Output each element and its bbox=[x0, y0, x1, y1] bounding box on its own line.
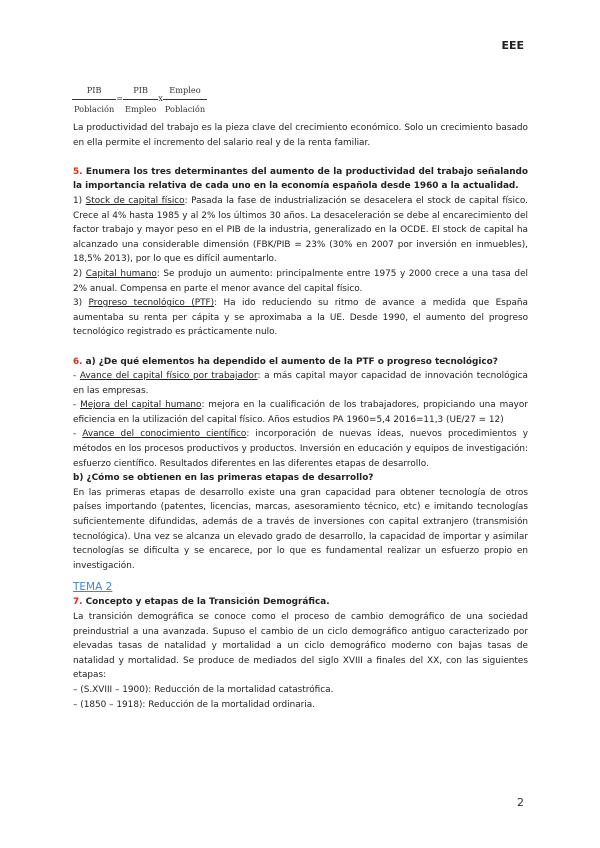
question-6b: b) ¿Cómo se obtienen en las primeras etapas de desarrollo? bbox=[73, 473, 374, 484]
q5-item-1-prefix: 1) bbox=[73, 195, 86, 206]
formula-rhs-denominator: Población bbox=[164, 103, 206, 114]
question-6-number: 6. bbox=[73, 356, 83, 367]
q6-item-1-prefix: - bbox=[73, 371, 80, 382]
q6-item-3-text: : incorporación de nuevas ideas, nuevos procedimientos y métodos en los procesos productivos y productos. Inversión en educación y equipos de investigación: esfuerzo científico. Resultados diferentes en las diferentes etapas de desarrollo. bbox=[73, 429, 528, 469]
q6-item-1-text: : a más capital mayor capacidad de innovación tecnológica en las empresas. bbox=[73, 371, 528, 396]
q6-item-1 bbox=[73, 369, 528, 398]
page-number: 2 bbox=[517, 796, 524, 809]
productivity-formula bbox=[73, 78, 528, 120]
header-title: EEE bbox=[501, 39, 524, 52]
formula-times: x bbox=[158, 93, 163, 103]
q5-item-3-prefix: 3) bbox=[73, 298, 89, 309]
question-5 bbox=[73, 165, 528, 194]
q6-item-3 bbox=[73, 427, 528, 471]
document-body bbox=[73, 78, 528, 712]
q6-item-1-term: Avance del capital físico por trabajador bbox=[79, 371, 258, 382]
formula-lhs-numerator: PIB bbox=[72, 83, 116, 100]
stage-2: – (1850 – 1918): Reducción de la mortalidad ordinaria. bbox=[73, 699, 316, 710]
q5-item-2 bbox=[73, 267, 528, 296]
q5-item-1 bbox=[73, 194, 528, 267]
q5-item-3-text: : Ha ido reduciendo su ritmo de avance a medida que España aumentaba su renta per cápita y se aproximaba a la UE. Desde 1990, el aumento del progreso tecnológico registrado es prácticamente nulo. bbox=[73, 298, 528, 338]
q6-item-2-term: Mejora del capital humano bbox=[80, 400, 202, 411]
question-7-number: 7. bbox=[73, 597, 83, 608]
formula-equals: = bbox=[116, 93, 123, 103]
question-7 bbox=[73, 595, 528, 610]
formula-mid-denominator: Empleo bbox=[124, 103, 157, 114]
question-7-text: Concepto y etapas de la Transición Demográfica. bbox=[82, 597, 330, 608]
formula-fraction-mid bbox=[124, 83, 157, 116]
q5-item-2-prefix: 2) bbox=[73, 268, 86, 279]
question-6a-text: a) ¿De qué elementos ha dependido el aumento de la PTF o progreso tecnológico? bbox=[82, 356, 498, 367]
q5-item-3-term: Progreso tecnológico (PTF) bbox=[88, 298, 215, 309]
q6-item-3-prefix: - bbox=[73, 429, 83, 440]
question-5-number: 5. bbox=[73, 166, 83, 177]
answer-6b: En las primeras etapas de desarrollo existe una gran capacidad para obtener tecnología de otros países importando (patentes, licencias, marcas, asesoramiento técnico, etc) e imitando tecnologías suficientemente difundidas, además de a través de inversiones con capital extranjero (transmisión tecnológica). Una vez se alcanza un elevado grado de desarrollo, la capacidad de importar y asimilar tecnologías se dificulta y se encarece, por lo que es fundamental realizar un esfuerzo propio en investigación. bbox=[73, 487, 528, 571]
question-6a bbox=[73, 355, 528, 370]
tema-2-paragraph: La transición demográfica se conoce como el proceso de cambio demográfico de una sociedad preindustrial a una avanzada. Supuso el cambio de un ciclo demográfico antiguo caracterizado por elevadas tasas de natalidad y mortalidad a un ciclo demográfico moderno con bajas tasas de natalidad y mortalidad. Se produce de mediados del siglo XVIII a finales del XX, con las siguientes etapas: bbox=[73, 612, 528, 681]
q5-item-1-text: : Pasada la fase de industrialización se desacelera el stock de capital físico. Crece al 4% hasta 1985 y al 2% los últimos 30 años. La desaceleración se debe al encarecimiento del factor trabajo y mayor peso en el PIB de la industria, generalizado en la OCDE. El stock de capital ha alcanzado una considerable dimensión (FBK/PIB = 23% (30% en 2007 por inversión en inmuebles), 18,5% 2013), por lo que es difícil aumentarlo. bbox=[73, 195, 528, 265]
q6-item-3-term: Avance del conocimiento científico bbox=[82, 429, 247, 440]
q5-item-3 bbox=[73, 296, 528, 340]
formula-rhs-numerator: Empleo bbox=[163, 83, 207, 100]
q5-item-1-term: Stock de capital físico bbox=[85, 195, 185, 206]
q6-item-2 bbox=[73, 398, 528, 427]
question-5-text: Enumera los tres determinantes del aumento de la productividad del trabajo señalando la importancia relativa de cada uno en la economía española desde 1960 a la actualidad. bbox=[73, 166, 528, 192]
formula-fraction-rhs bbox=[164, 83, 206, 116]
formula-fraction-lhs bbox=[73, 83, 115, 116]
q6-item-2-prefix: - bbox=[73, 400, 81, 411]
q5-item-2-text: : Se produjo un aumento: principalmente entre 1975 y 2000 crece a una tasa del 2% anual. Compensa en parte el menor avance del capital físico. bbox=[73, 268, 528, 294]
intro-paragraph: La productividad del trabajo es la pieza clave del crecimiento económico. Solo un crecimiento basado en ella permite el incremento del salario real y de la renta familiar. bbox=[73, 123, 528, 148]
stage-1: – (S.XVIII – 1900): Reducción de la mortalidad catastrófica. bbox=[73, 684, 334, 695]
q5-item-2-term: Capital humano bbox=[85, 268, 157, 279]
q6-item-2-text: : mejora en la cualificación de los trabajadores, propiciando una mayor eficiencia en la utilización del capital físico. Años estudios PA 1960=5,4 2016=11,3 (UE/27 = 12) bbox=[73, 400, 528, 425]
formula-lhs-denominator: Población bbox=[74, 103, 115, 114]
tema-2-heading[interactable]: TEMA 2 bbox=[73, 581, 113, 594]
formula-mid-numerator: PIB bbox=[123, 83, 158, 100]
